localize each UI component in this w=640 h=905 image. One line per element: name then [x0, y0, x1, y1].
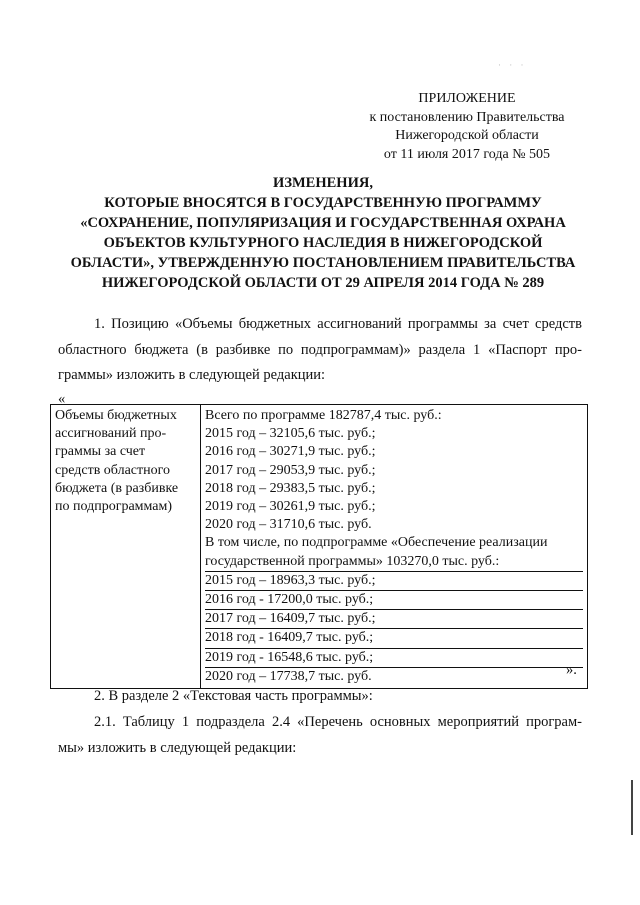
- title-line: НИЖЕГОРОДСКОЙ ОБЛАСТИ ОТ 29 АПРЕЛЯ 2014 ГОДА № 289: [101, 275, 545, 291]
- opening-quote: «: [58, 391, 66, 407]
- paragraph-2: [58, 684, 582, 710]
- label-line: Объемы бюджетных: [55, 408, 177, 423]
- title-line: «СОХРАНЕНИЕ, ПОПУЛЯРИЗАЦИЯ И ГОСУДАРСТВЕННАЯ ОХРАНА: [80, 215, 566, 231]
- paragraph-3: [58, 710, 582, 761]
- paragraph-line: 1. Позицию «Объемы бюджетных ассигнований программы за счет средств: [94, 316, 582, 332]
- label-line: граммы за счет: [55, 444, 146, 460]
- table-cell-values: [201, 405, 588, 689]
- value-line: 2016 год – 30271,9 тыс. руб.;: [205, 444, 376, 460]
- paragraph-line: мы» изложить в следующей редакции:: [58, 739, 297, 756]
- title-line: ОБЪЕКТОВ КУЛЬТУРНОГО НАСЛЕДИЯ В НИЖЕГОРОДСКОЙ: [103, 235, 543, 251]
- paragraph-line: областного бюджета (в разбивке по подпрограммам)» раздела 1 «Паспорт про-: [58, 341, 582, 358]
- appendix-block: [352, 90, 582, 164]
- paragraph-line: 2. В разделе 2 «Текстовая часть программы»:: [94, 688, 373, 704]
- value-line: 2018 год – 29383,5 тыс. руб.;: [205, 480, 376, 496]
- value-line: 2015 год – 32105,6 тыс. руб.;: [205, 426, 376, 442]
- value-line: 2018 год - 16409,7 тыс. руб.;: [205, 629, 583, 648]
- value-line: Всего по программе 182787,4 тыс. руб.:: [205, 408, 442, 423]
- value-line: 2019 год - 16548,6 тыс. руб.;: [205, 649, 583, 668]
- appendix-line-3: от 11 июля 2017 года № 505: [383, 146, 551, 162]
- appendix-line-2: Нижегородской области: [395, 128, 539, 143]
- label-line: бюджета (в разбивке: [55, 480, 179, 496]
- appendix-line-1: к постановлению Правительства: [369, 109, 565, 125]
- budget-table: [50, 404, 588, 689]
- value-line: 2020 год – 31710,6 тыс. руб.: [205, 517, 372, 533]
- title-line: КОТОРЫЕ ВНОСЯТСЯ В ГОСУДАРСТВЕННУЮ ПРОГРАММУ: [104, 195, 542, 211]
- table-row: [51, 405, 588, 689]
- document-title: [58, 173, 588, 293]
- value-line: 2019 год – 30261,9 тыс. руб.;: [205, 499, 376, 515]
- value-line: 2017 год – 16409,7 тыс. руб.;: [205, 610, 583, 629]
- value-line: 2020 год – 17738,7 тыс. руб.: [205, 668, 372, 684]
- value-line: 2017 год – 29053,9 тыс. руб.;: [205, 462, 376, 478]
- label-line: средств областного: [55, 462, 171, 478]
- value-line: 2015 год – 18963,3 тыс. руб.;: [205, 572, 583, 591]
- table-cell-label: [51, 405, 201, 689]
- title-line: ИЗМЕНЕНИЯ,: [273, 175, 373, 191]
- scan-edge-mark: [631, 780, 633, 835]
- title-line: ОБЛАСТИ», УТВЕРЖДЕННУЮ ПОСТАНОВЛЕНИЕМ ПРАВИТЕЛЬСТВА: [70, 255, 576, 271]
- paragraph-line: граммы» изложить в следующей редакции:: [58, 367, 326, 383]
- label-line: ассигнований про-: [55, 426, 167, 442]
- scan-speckle: · · ·: [498, 60, 527, 70]
- appendix-heading: ПРИЛОЖЕНИЕ: [418, 91, 516, 106]
- value-line: В том числе, по подпрограмме «Обеспечение реализации: [205, 535, 548, 551]
- paragraph-1: [58, 312, 582, 389]
- value-line: 2016 год - 17200,0 тыс. руб.;: [205, 591, 583, 610]
- closing-quote: ».: [566, 662, 577, 678]
- label-line: по подпрограммам): [55, 499, 173, 515]
- paragraph-line: 2.1. Таблицу 1 подраздела 2.4 «Перечень основных мероприятий програм-: [94, 714, 582, 730]
- value-line: государственной программы» 103270,0 тыс. руб.:: [205, 553, 583, 572]
